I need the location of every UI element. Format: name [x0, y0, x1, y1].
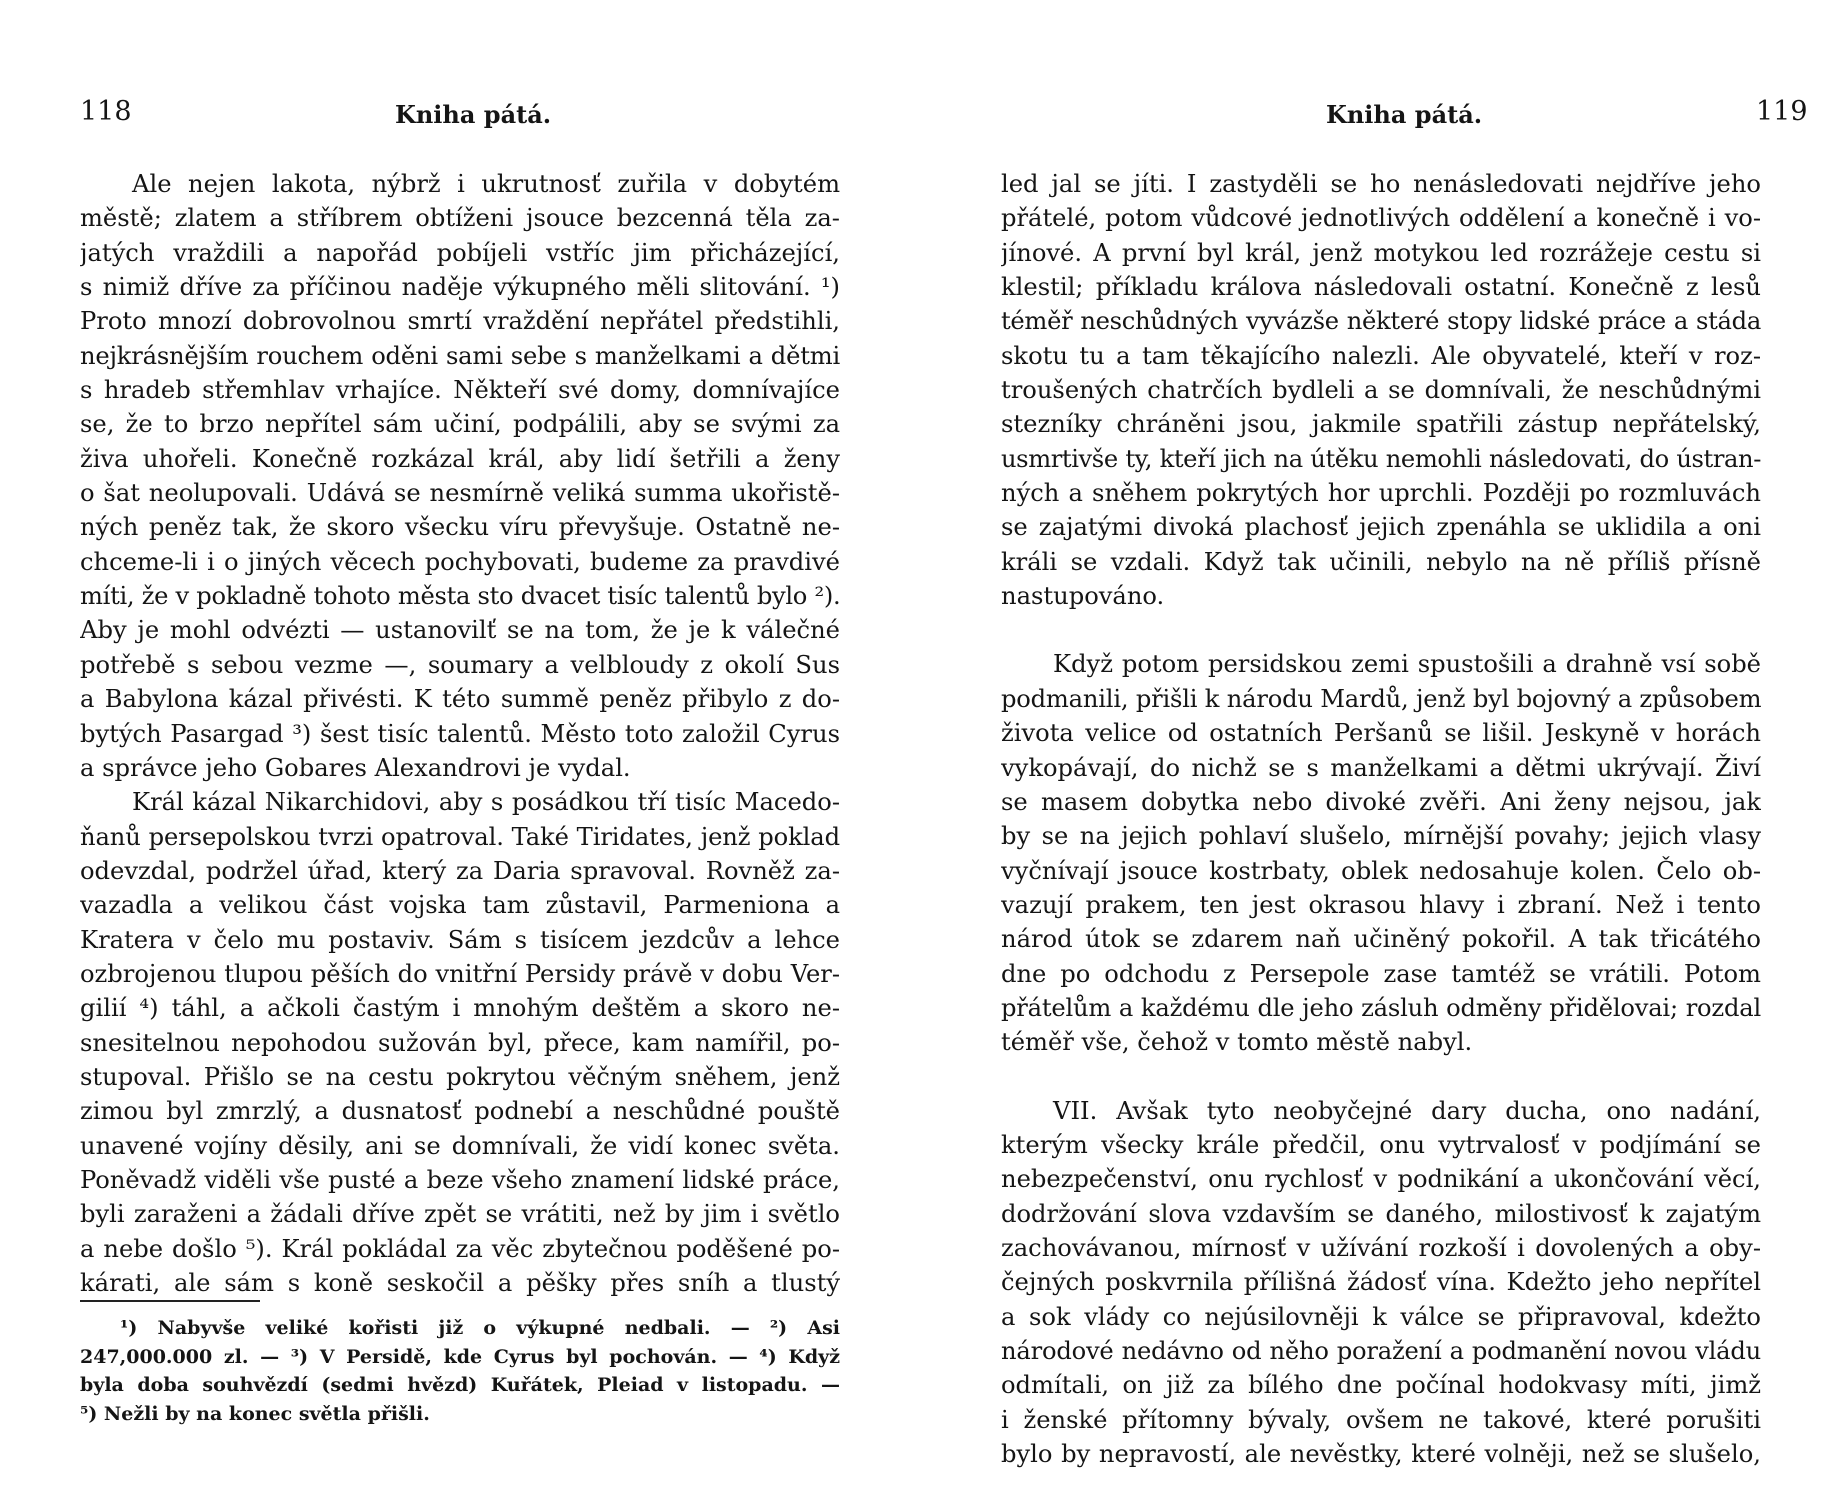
text-line: téměř neschůdných vyvázše některé stopy lidské práce a stáda [1001, 307, 1761, 336]
text-line: nejkrásnějším rouchem oděni sami sebe s manželkami a dětmi [80, 341, 840, 370]
text-line: a správce jeho Gobares Alexandrovi je vydal. [80, 753, 631, 782]
text-line: Poněvadž viděli vše pusté a beze všeho znamení lidské práce, [80, 1165, 840, 1194]
text-line: s nimiž dříve za příčinou naděje výkupného měli slitování. ¹) [80, 273, 840, 302]
text-line: téměř vše, čehož v tomto městě nabyl. [1001, 1028, 1473, 1057]
text-line: se, že to brzo nepřítel sám učiní, podpálili, aby se svými za [80, 410, 840, 439]
text-line: vykopávají, do nichž se s manželkami a dětmi ukrývají. Živí [1001, 753, 1761, 782]
text-line: Aby je mohl odvézti — ustanovilť se na tom, že je k válečné [80, 616, 840, 645]
text-line: unavené vojíny děsily, ani se domnívali, že vidí konec světa. [80, 1131, 840, 1160]
paragraph-gap [1001, 1060, 1761, 1094]
text-line: králi se vzdali. Když tak učinili, nebylo na ně příliš přísně [1001, 547, 1761, 576]
text-line: ozbrojenou tlupou pěších do vnitřní Persidy právě v dobu Ver- [80, 959, 840, 988]
text-line: bylo by nepravostí, ale nevěstky, které volněji, než se slušelo, [1001, 1440, 1761, 1469]
text-line: klestil; příkladu králova následovali ostatní. Konečně z lesů [1001, 273, 1761, 302]
footnote-line: ⁵) Nežli by na konec světla přišli. [80, 1402, 430, 1425]
text-line: čejných poskvrnila přílišná žádosť vína. Kdežto jeho nepřítel [1001, 1268, 1761, 1297]
text-line: o šat neolupovali. Udává se nesmírně veliká summa ukořistě- [80, 479, 840, 508]
right-page [916, 0, 1832, 1500]
text-line: národ útok se zdarem naň učiněný pokořil. A tak třicátého [1001, 925, 1761, 954]
text-line: Kratera v čelo mu postaviv. Sám s tisícem jezdcův a lehce [80, 925, 840, 954]
text-line: troušených chatrčích bydleli a se domnívali, že neschůdnými [1001, 376, 1761, 405]
text-line: byli zaraženi a žádali dříve zpět se vrátiti, než by jim i světlo [80, 1200, 840, 1229]
text-line: stupoval. Přišlo se na cestu pokrytou věčným sněhem, jenž [80, 1062, 840, 1091]
text-line: a sok vlády co nejúsilovněji k válce se připravoval, kdežto [1001, 1302, 1761, 1331]
right-page-number: 119 [1756, 96, 1808, 127]
paragraph-gap [1001, 613, 1761, 647]
text-line: se zajatými divoká plachosť jejich zpenáhla se uklidila a oni [1001, 513, 1761, 542]
text-line: snesitelnou nepohodou sužován byl, přece, kam namířil, po- [80, 1028, 840, 1057]
text-line: života velice od ostatních Peršanů se lišil. Jeskyně v horách [1001, 719, 1761, 748]
text-line: jínové. A první byl král, jenž motykou led rozrážeje cestu si [1001, 238, 1761, 267]
text-line: se masem dobytka nebo divoké zvěři. Ani ženy nejsou, jak [1001, 787, 1761, 816]
text-line: usmrtivše ty, kteří jich na útěku nemohli následovati, do ústran- [1001, 444, 1761, 473]
text-line: ných peněz tak, že skoro všecku víru převyšuje. Ostatně ne- [80, 513, 840, 542]
text-line: přátelé, potom vůdcové jednotlivých oddělení a konečně i vo- [1001, 204, 1761, 233]
text-line: kárati, ale sám s koně seskočil a pěšky přes sníh a tlustý [80, 1269, 840, 1297]
text-line: kterým všecky krále předčil, onu vytrvalosť v podjímání se [1001, 1130, 1761, 1159]
text-line: a Babylona kázal přivésti. K této summě peněz přibylo z do- [80, 685, 840, 714]
text-line: nebezpečenství, onu rychlosť v podnikání a ukončování věcí, [1001, 1165, 1761, 1194]
text-line: živa uhořeli. Konečně rozkázal král, aby lidí šetřili a ženy [80, 444, 840, 473]
text-line: stezníky chráněni jsou, jakmile spatřili zástup nepřátelský, [1001, 410, 1761, 439]
text-line: a nebe došlo ⁵). Král pokládal za věc zbytečnou poděšené po- [80, 1234, 840, 1263]
text-line: s hradeb střemhlav vrhajíce. Někteří své domy, domnívajíce [80, 376, 840, 405]
text-line: bytých Pasargad ³) šest tisíc talentů. Město toto založil Cyrus [80, 719, 840, 748]
text-line: ných a sněhem pokrytých hor uprchli. Později po rozmluvách [1001, 479, 1761, 508]
text-line: Proto mnozí dobrovolnou smrtí vraždění nepřátel předstihli, [80, 307, 840, 336]
text-line: chceme-li i o jiných věcech pochybovati, budeme za pravdivé [80, 547, 840, 576]
text-line: i ženské přítomny bývaly, ovšem ne takové, které porušiti [1001, 1405, 1761, 1434]
text-line: nastupováno. [1001, 582, 1165, 611]
text-line: zachovávanou, mírnosť v užívání rozkoší i dovolených a oby- [1001, 1233, 1761, 1262]
text-line: ňanů persepolskou tvrzi opatroval. Také Tiridates, jenž poklad [80, 822, 840, 851]
text-line: Když potom persidskou zemi spustošili a drahně vsí sobě [1053, 650, 1761, 679]
text-line: vazují prakem, ten jest okrasou hlavy i zbraní. Než i tento [1001, 890, 1761, 919]
right-body-text [1001, 167, 1761, 1471]
footnotes [80, 1314, 840, 1428]
text-line: podmanili, přišli k národu Mardů, jenž byl bojovný a způsobem [1001, 684, 1761, 713]
text-line: zimou byl zmrzlý, a dusnatosť podnebí a neschůdné pouště [80, 1097, 840, 1126]
footnote-line: ¹) Nabyvše veliké kořisti již o výkupné nedbali. — ²) Asi [120, 1317, 840, 1339]
footnote-line: 247,000.000 zl. — ³) V Persidě, kde Cyrus byl pochován. — ⁴) Když [80, 1345, 840, 1368]
footnote-line: byla doba souhvězdí (sedmi hvězd) Kuřátek, Pleiad v listopadu. — [80, 1374, 840, 1396]
right-running-head: Kniha pátá. [1326, 100, 1483, 129]
left-running-head: Kniha pátá. [395, 100, 552, 129]
left-body-text [80, 167, 840, 1300]
text-line: potřebě s sebou vezme —, soumary a velbloudy z okolí Sus [80, 650, 840, 679]
text-line: jatých vraždili a napořád pobíjeli vstříc jim přicházející, [80, 238, 840, 267]
text-line: vyčnívají jsouce kostrbaty, oblek nedosahuje kolen. Čelo ob- [1001, 856, 1761, 885]
text-line: odevzdal, podržel úřad, který za Daria spravoval. Rovněž za- [80, 856, 840, 885]
text-line: led jal se jíti. I zastyděli se ho nenásledovati nejdříve jeho [1001, 170, 1761, 198]
text-line: by se na jejich pohlaví slušelo, mírnější povahy; jejich vlasy [1001, 822, 1761, 851]
text-line: Ale nejen lakota, nýbrž i ukrutnosť zuřila v dobytém [132, 170, 840, 198]
text-line: dodržování slova vzdavším se daného, milostivosť k zajatým [1001, 1199, 1761, 1228]
text-line: přátelům a každému dle jeho zásluh odměny přidělovai; rozdal [1001, 993, 1761, 1022]
text-line: národové nedávno od něho poražení a podmanění novou vládu [1001, 1337, 1761, 1365]
left-page-number: 118 [80, 96, 132, 127]
text-line: vazadla a velikou část vojska tam zůstavil, Parmeniona a [80, 891, 840, 920]
text-line: míti, že v pokladně tohoto města sto dvacet tisíc talentů bylo ²). [80, 582, 840, 611]
footnote-rule [80, 1300, 260, 1302]
text-line: dne po odchodu z Persepole zase tamtéž se vrátili. Potom [1001, 959, 1761, 988]
text-line: VII. Avšak tyto neobyčejné dary ducha, ono nadání, [1053, 1096, 1761, 1125]
text-line: odmítali, on již za bílého dne počínal hodokvasy míti, jimž [1001, 1371, 1761, 1400]
text-line: městě; zlatem a stříbrem obtíženi jsouce bezcenná těla za- [80, 204, 840, 233]
text-line: skotu tu a tam těkajícího nalezli. Ale obyvatelé, kteří v roz- [1001, 341, 1761, 370]
text-line: gilií ⁴) táhl, a ačkoli častým i mnohým deštěm a skoro ne- [80, 994, 840, 1023]
text-line: Král kázal Nikarchidovi, aby s posádkou tří tisíc Macedo- [132, 788, 840, 817]
